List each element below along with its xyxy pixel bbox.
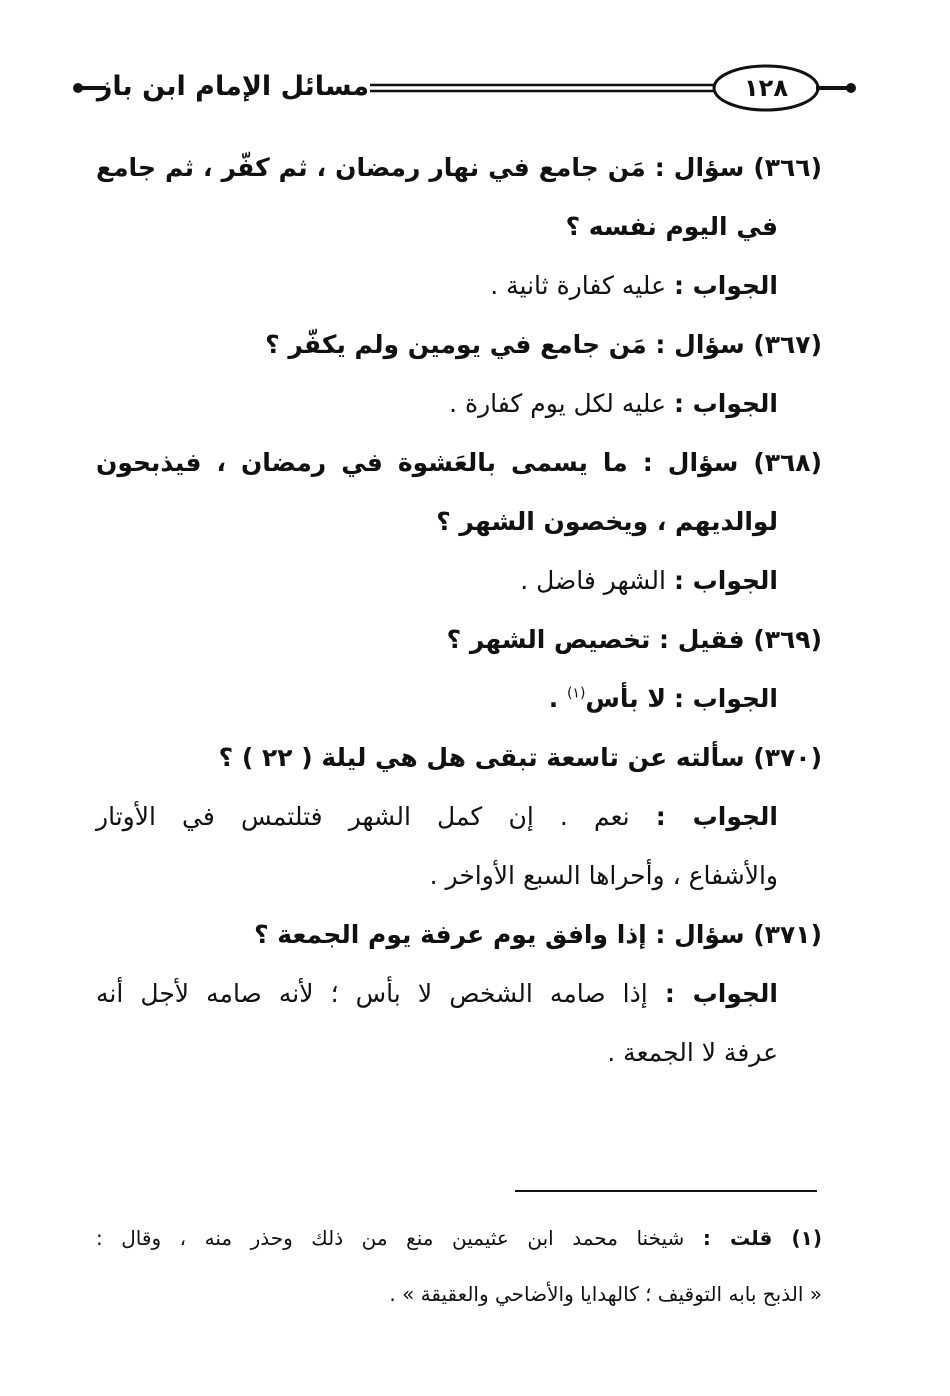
page-body — [96, 138, 822, 1082]
answer-text: نعم . إن كمل الشهر فتلتمس في الأوتار — [96, 802, 630, 831]
answer-text: إذا صامه الشخص لا بأس ؛ لأنه صامه لأجل أنه — [96, 979, 648, 1008]
answer-368 — [96, 551, 822, 610]
footnote-separator — [515, 1190, 817, 1192]
footnote-label: (١) قلت : — [702, 1226, 823, 1250]
answer-label: الجواب : — [655, 802, 778, 831]
answer-text: عليه لكل يوم كفارة . — [449, 389, 666, 418]
answer-label: الجواب : — [673, 684, 778, 713]
question-366-line-2: في اليوم نفسه ؟ — [565, 212, 778, 241]
footnote-text: شيخنا محمد ابن عثيمين منع من ذلك وحذر منه ، وقال : — [96, 1226, 685, 1250]
answer-367 — [96, 374, 822, 433]
page-number: ١٢٨ — [744, 74, 788, 102]
question-368-line-1: (٣٦٨) سؤال : ما يسمى بالعَشوة في رمضان ، فيذبحون — [96, 448, 822, 477]
answer-371-line-1 — [96, 964, 822, 1023]
answer-end: . — [548, 684, 567, 713]
book-title: مسائل الإمام ابن باز — [96, 70, 370, 102]
footnote-line-1 — [96, 1210, 822, 1266]
answer-text: الشهر فاضل . — [520, 566, 666, 595]
answer-label: الجواب : — [664, 979, 779, 1008]
answer-label: الجواب : — [673, 566, 778, 595]
footnote — [96, 1210, 822, 1322]
answer-370-line-1 — [96, 787, 822, 846]
question-370: (٣٧٠) سألته عن تاسعة تبقى هل هي ليلة ( ٢٢ ) ؟ — [218, 743, 822, 772]
question-369: (٣٦٩) فقيل : تخصيص الشهر ؟ — [446, 625, 822, 654]
page-header — [0, 0, 950, 130]
answer-text: لا بأس — [585, 684, 666, 713]
question-367: (٣٦٧) سؤال : مَن جامع في يومين ولم يكفّر ؟ — [265, 330, 822, 359]
answer-label: الجواب : — [673, 271, 778, 300]
answer-label: الجواب : — [673, 389, 778, 418]
answer-370-line-2: والأشفاع ، وأحراها السبع الأواخر . — [429, 861, 778, 890]
answer-text: عليه كفارة ثانية . — [490, 271, 666, 300]
answer-366 — [96, 256, 822, 315]
question-368-line-2: لوالديهم ، ويخصون الشهر ؟ — [436, 507, 778, 536]
question-371: (٣٧١) سؤال : إذا وافق يوم عرفة يوم الجمعة ؟ — [254, 920, 822, 949]
footnote-marker: (١) — [566, 685, 586, 702]
answer-371-line-2: عرفة لا الجمعة . — [607, 1038, 778, 1067]
answer-369 — [96, 669, 822, 728]
footnote-line-2: « الذبح بابه التوقيف ؛ كالهدايا والأضاحي والعقيقة » . — [389, 1282, 822, 1306]
question-366-line-1: (٣٦٦) سؤال : مَن جامع في نهار رمضان ، ثم كفّر ، ثم جامع — [96, 153, 822, 182]
